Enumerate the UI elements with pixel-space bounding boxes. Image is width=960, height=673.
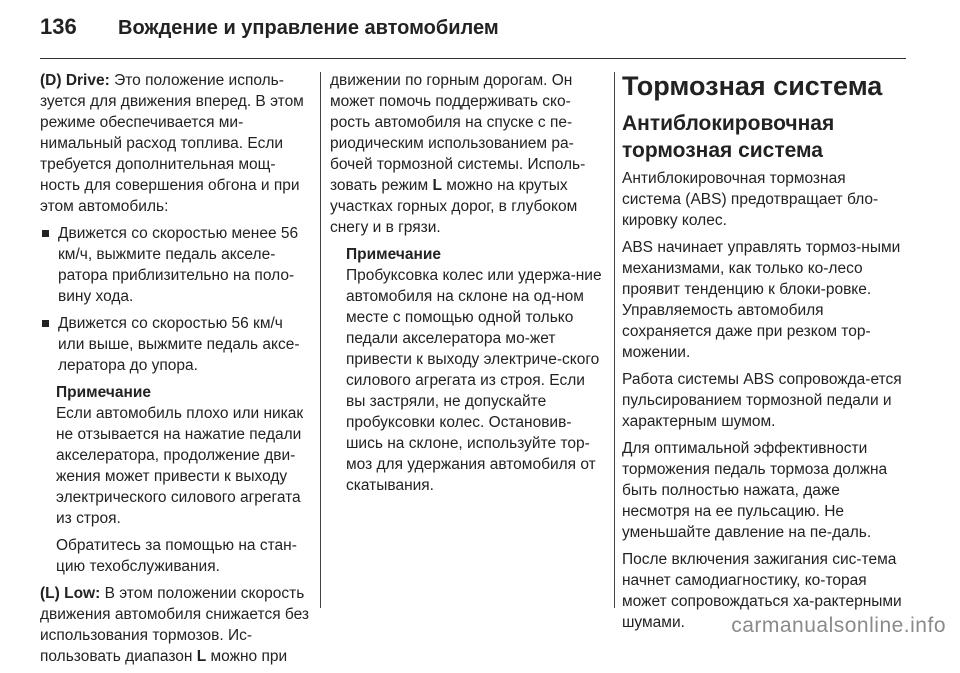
column-divider — [320, 72, 321, 608]
drive-paragraph — [40, 70, 310, 217]
note-title: Примечание — [56, 384, 151, 401]
page-title: Вождение и управление автомобилем — [118, 17, 499, 39]
note-title: Примечание — [346, 246, 441, 263]
paragraph: ABS начинает управлять тормоз-ными механизмами, как только ко-лесо проявит тенденцию к блоки-ровке. Управляемость автомобиля сохраняется даже при резком тор-можении. — [622, 239, 901, 361]
page-number: 136 — [40, 14, 77, 39]
section-heading: Тормозная система — [622, 71, 883, 101]
list-item-text: Движется со скоростью 56 км/ч или выше, выжмите педаль аксе-лератора до упора. — [58, 315, 300, 374]
list-item — [40, 313, 310, 376]
note-block — [346, 244, 606, 496]
note-text-2: Обратитесь за помощью на стан-цию техобслуживания. — [56, 537, 297, 575]
paragraph: Антиблокировочная тормозная система (ABS) предотвращает бло-кировку колес. — [622, 170, 879, 229]
low-continued-paragraph — [330, 70, 606, 238]
column-2 — [330, 70, 606, 502]
list-item-text: Движется со скоростью менее 56 км/ч, выжмите педаль акселе-ратора приблизительно на поло-вину хода. — [58, 225, 299, 305]
drive-text: Это положение исполь-зуется для движения вперед. В этом режиме обеспечивается ми-нимальный расход топлива. Если требуется дополнительная мощ-ность для совершения обгона и при этом автомобиль: — [40, 72, 304, 215]
low-term: (L) Low: — [40, 585, 101, 602]
note-paragraph — [346, 244, 606, 496]
low-text-end: можно при — [206, 648, 288, 665]
para-text-end: можно на крутых участках горных дорог, в глубоком снегу и в грязи. — [330, 177, 578, 236]
bullet-square-icon — [42, 320, 49, 327]
watermark: carmanualsonline.info — [731, 614, 946, 637]
subsection-heading: Антиблокировочная тормозная система — [622, 112, 835, 162]
column-1 — [40, 70, 310, 673]
paragraph: После включения зажигания сис-тема начнет самодиагностику, ко-торая может сопровождаться ха-рактерными шумами. — [622, 551, 902, 631]
column-divider — [614, 72, 615, 608]
note-block — [56, 382, 310, 577]
low-text: В этом положении скорость движения автомобиля снижается без использования тормозов. Ис-пользовать диапазон — [40, 585, 309, 665]
list-item — [40, 223, 310, 307]
para-text: движении по горным дорогам. Он может помочь поддерживать ско-рость автомобиля на спуске с пе-риодическим использованием ра-бочей тормозной системы. Исполь-зовать режим — [330, 72, 586, 194]
para-bold: L — [432, 177, 442, 194]
note-paragraph — [56, 382, 310, 529]
header-rule — [40, 58, 906, 59]
page-header — [40, 14, 499, 50]
low-paragraph — [40, 583, 310, 667]
low-bold: L — [196, 648, 207, 665]
paragraph: Работа системы ABS сопровожда-ется пульсированием тормозной педали и характерным шумом. — [622, 371, 902, 430]
note-text: Если автомобиль плохо или никак не отзывается на нажатие педали акселератора, продолжение дви-жения может привести к выходу электрического силового агрегата из строя. — [56, 405, 304, 527]
note-text: Пробуксовка колес или удержа-ние автомобиля на склоне на од-ном месте с помощью одной только педали акселератора мо-жет привести к выходу электриче-ского силового агрегата из строя. Если вы застряли, не допускайте пробуксовки колес. Остановив-шись на склоне, используйте тор-моз для удержания автомобиля от скатывания. — [346, 267, 602, 494]
paragraph: Для оптимальной эффективности торможения педаль тормоза должна быть полностью нажата, даже несмотря на ее пульсацию. Не уменьшайте давление на пе-даль. — [622, 440, 888, 541]
column-3 — [622, 70, 908, 639]
bullet-square-icon — [42, 230, 49, 237]
drive-term: (D) Drive: — [40, 72, 110, 89]
